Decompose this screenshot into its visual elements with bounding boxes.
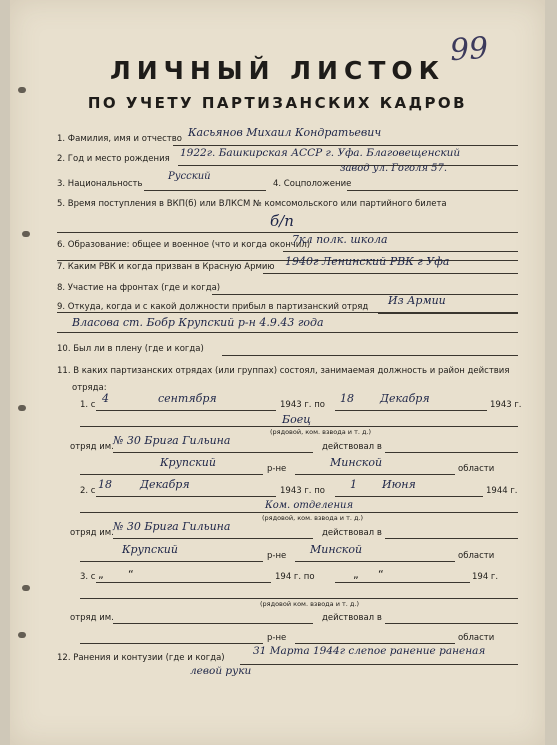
field-9-line-2 [57,332,518,333]
entry-1-role: Боец [282,413,311,426]
entry-2-start-month: Декабря [140,478,190,491]
field-7-value: 1940г Ленинский РВК г Уфа [285,255,450,268]
entry-2-otrad-label: отряд им. [70,528,114,538]
field-6-value: 7кл полк. школа [292,233,388,246]
field-3-value: Русский [168,171,211,182]
entry-1-start-month: сентября [158,392,217,405]
entry-1-region-label: области [458,464,495,474]
entry-3-start-line [96,582,271,583]
binder-hole [18,632,26,638]
entry-3-region-line [295,643,455,644]
field-7-label: 7. Каким РВК и когда призван в Красную Армию [57,262,275,272]
entry-1-acted: действовал в [322,442,382,452]
entry-1-role-caption: (рядовой, ком. взвода и т. д.) [270,428,372,436]
entry-3-otrad-line [113,623,313,624]
entry-2-start-line [96,496,276,497]
field-12-line [240,664,518,665]
field-9-line [378,313,518,314]
entry-1-start-line [96,410,276,411]
field-5-label: 5. Время поступления в ВКП(б) или ВЛКСМ № комсомольского или партийного билета [57,199,447,209]
page-number: 99 [448,30,490,69]
field-3-label: 3. Национальность [57,179,143,189]
field-9-value: Из Армии [388,294,446,307]
entry-2-district: Крупский [122,543,178,556]
entry-3-start-month: “ [128,568,134,581]
entry-2-role: Ком. отделения [265,500,354,511]
entry-2-otrad-line [113,538,313,539]
entry-1-region-line [295,474,455,475]
field-12-label: 12. Ранения и контузии (где и когда) [57,653,225,663]
field-10-label: 10. Был ли в плену (где и когда) [57,344,204,354]
entry-3-region-label: области [458,633,495,643]
entry-2-role-line [80,512,518,513]
field-9-label: 9. Откуда, когда и с какой должности прибыл в партизанский отряд [57,302,369,312]
entry-2-number: 2. с [80,486,96,496]
field-3-line [144,190,266,191]
field-4-line [347,190,518,191]
entry-3-start-day: „ [98,568,104,581]
entry-1-district-line [80,474,263,475]
entry-2-region-line [295,561,455,562]
entry-1-number: 1. с [80,400,96,410]
binder-hole [18,405,26,411]
entry-3-end-month: “ [378,568,384,581]
entry-2-end-year: 1944 г. [486,486,518,496]
entry-2-otrad: № 30 Брига Гильина [113,520,231,533]
field-2-label: 2. Год и место рождения [57,154,170,164]
entry-2-end-line [335,496,483,497]
entry-3-role-line [80,598,518,599]
entry-2-acted-line [385,538,518,539]
field-7-line [263,273,518,274]
document-subtitle: ПО УЧЕТУ ПАРТИЗАНСКИХ КАДРОВ [87,94,468,112]
binder-hole [22,231,30,237]
field-12-value: 31 Марта 1944г слепое ранение раненая [253,645,486,657]
entry-2-region: Минской [310,543,363,556]
binder-hole [22,585,30,591]
entry-1-end-day: 18 [340,392,354,405]
field-9-value-cont: Власова ст. Бобр Крупский р-н 4.9.43 года [72,316,324,329]
field-2-value-cont: завод ул. Гоголя 57. [340,163,448,174]
field-1-label: 1. Фамилия, имя и отчество [57,134,182,144]
entry-1-role-line [80,426,518,427]
entry-1-end-year: 1943 г. [490,400,522,410]
entry-3-end-day: „ [353,568,359,581]
entry-2-year-to: 1943 г. по [280,486,325,496]
entry-1-district-label: р-не [267,464,287,474]
entry-1-year-to: 1943 г. по [280,400,325,410]
document-page [10,0,545,745]
entry-2-district-label: р-не [267,551,287,561]
entry-2-district-line [80,561,263,562]
entry-1-district: Крупский [160,456,216,469]
entry-3-district-label: р-не [267,633,287,643]
document-title: ЛИЧНЫЙ ЛИСТОК [109,56,446,85]
entry-3-district-line [80,643,263,644]
entry-3-acted-line [385,623,518,624]
entry-1-end-line [335,410,487,411]
entry-3-number: 3. с [80,572,96,582]
entry-3-acted: действовал в [322,613,382,623]
entry-2-role-caption: (рядовой, ком. взвода и т. д.) [262,514,364,522]
field-10-line [222,355,518,356]
entry-3-year-to: 194 г. по [275,572,315,582]
field-4-label: 4. Соцположение [273,179,352,189]
entry-2-acted: действовал в [322,528,382,538]
field-8-label: 8. Участие на фронтах (где и когда) [57,283,221,293]
entry-1-acted-line [385,452,518,453]
entry-2-end-month: Июня [382,478,416,491]
field-8-line [212,294,518,295]
entry-2-region-label: области [458,551,495,561]
field-12-value-cont: левой руки [190,665,252,677]
entry-1-start-day: 4 [102,392,109,405]
entry-1-end-month: Декабря [380,392,430,405]
entry-1-otrad: № 30 Брига Гильина [113,434,231,447]
field-5-line [57,232,518,233]
entry-1-region: Минской [330,456,383,469]
entry-3-role-caption: (рядовой ком. взвода и т. д.) [260,600,360,608]
field-2-value: 1922г. Башкирская АССР г. Уфа. Благовещенский [180,147,461,159]
field-6-line [283,251,518,252]
entry-3-end-year: 194 г. [472,572,499,582]
field-11-label: 11. В каких партизанских отрядах (или группах) состоял, занимаемая должность и район действия [57,366,510,376]
binder-hole [18,87,26,93]
field-1-line [173,145,518,146]
field-11-label-cont: отряда: [72,383,107,393]
field-6-label: 6. Образование: общее и военное (что и когда окончил) [57,240,311,250]
entry-1-otrad-line [113,452,313,453]
entry-2-end-day: 1 [350,478,357,491]
entry-1-otrad-label: отряд им. [70,442,114,452]
entry-2-start-day: 18 [98,478,112,491]
field-1-value: Касьянов Михаил Кондратьевич [188,126,382,139]
entry-3-otrad-label: отряд им. [70,613,114,623]
field-5-value: б/п [270,212,294,230]
entry-3-end-line [335,582,470,583]
